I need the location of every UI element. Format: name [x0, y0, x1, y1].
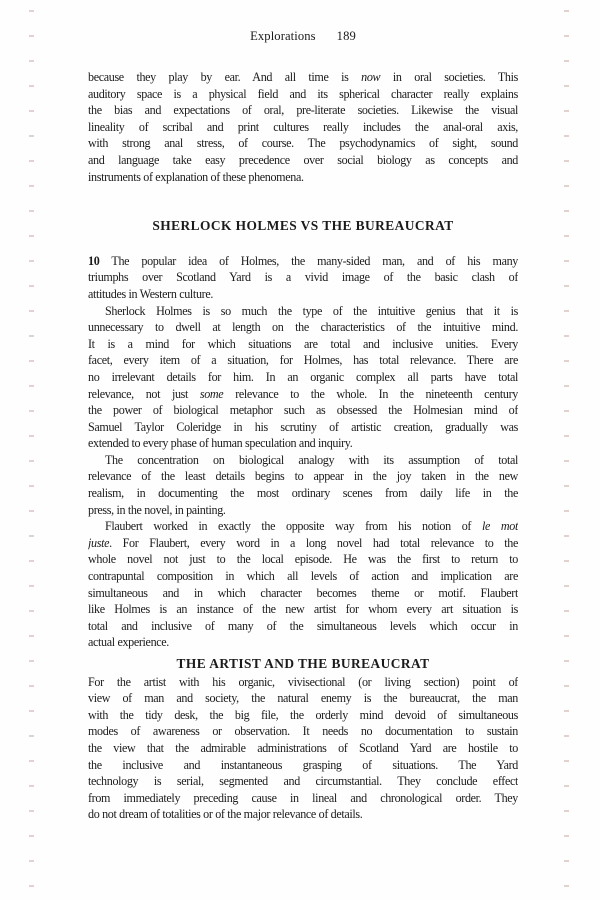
page-number: 189	[336, 29, 356, 43]
text-line: contrapuntal composition in which all levels of action and implication are	[88, 569, 518, 584]
text-line: total and inclusive of many of the simultaneous levels which occur in	[88, 618, 518, 633]
text-line: simultaneous and in which character becomes theme or motif. Flaubert	[88, 585, 518, 600]
text-line: the bias and expectations of oral, pre-literate societies. Likewise the visual	[88, 103, 518, 118]
text-line: 10 The popular idea of Holmes, the many-sided man, and of his many	[88, 253, 518, 268]
text-line: the power of biological metaphor such as obsessed the Holmesian mind of	[88, 403, 518, 418]
text-line: It is a mind for which situations are total and inclusive unities. Every	[88, 336, 518, 351]
text-line: relevance, not just some relevance to the whole. In the nineteenth century	[88, 386, 518, 401]
section-heading: THE ARTIST AND THE BUREAUCRAT	[176, 656, 430, 671]
text-line: extended to every phase of human speculation and inquiry.	[88, 436, 353, 451]
text-line: with strong anal stress, of course. The psychodynamics of sight, sound	[88, 136, 518, 151]
text-line: the view that the admirable administrations of Scotland Yard are hostile to	[88, 740, 518, 755]
text-line: Flaubert worked in exactly the opposite way from his notion of le mot	[105, 519, 518, 534]
journal-title: Explorations	[250, 29, 316, 43]
text-line: realism, in documenting the most ordinary scenes from daily life in the	[88, 486, 518, 501]
text-line: modes of awareness or observation. It needs no documentation to sustain	[88, 724, 518, 739]
text-line: and language take easy precedence over social biology as concepts and	[88, 152, 518, 167]
scan-artifact-right	[564, 10, 569, 892]
text-line: no irrelevant details for him. In an organic complex all parts have total	[88, 369, 518, 384]
text-line: attitudes in Western culture.	[88, 286, 214, 301]
section-heading: SHERLOCK HOLMES VS THE BUREAUCRAT	[152, 218, 454, 234]
running-header	[88, 28, 518, 44]
text-line: from immediately preceding cause in lineal and chronological order. They	[88, 790, 518, 805]
text-line: view of man and society, the natural enemy is the bureaucrat, the man	[88, 691, 518, 706]
text-line: For the artist with his organic, vivisectional (or living section) point of	[88, 674, 518, 689]
text-line: because they play by ear. And all time is now in oral societies. This	[88, 70, 518, 84]
text-line: auditory space is a physical field and its spherical character really explains	[88, 86, 518, 101]
text-line: lineality of scribal and print cultures really includes the anal-oral axis,	[88, 119, 518, 134]
text-line: Samuel Taylor Coleridge in his scrutiny of artistic creation, gradually was	[88, 419, 518, 434]
text-column	[88, 28, 518, 823]
text-line: juste. For Flaubert, every word in a long novel had total relevance to the	[88, 535, 518, 550]
text-line: do not dream of totalities or of the major relevance of details.	[88, 807, 363, 822]
text-line: instruments of explanation of these phenomena.	[88, 169, 304, 184]
text-line: the inclusive and instantaneous grasping of situations. The Yard	[88, 757, 518, 772]
text-line: Sherlock Holmes is so much the type of the intuitive genius that it is	[105, 303, 518, 318]
scan-artifact-left	[29, 10, 34, 892]
text-line: whole novel not just to the local episode. He was the first to return to	[88, 552, 518, 567]
text-line: actual experience.	[88, 635, 169, 650]
text-line: with the tidy desk, the big file, the orderly mind devoid of simultaneous	[88, 707, 518, 722]
text-line: technology is serial, segmented and circumstantial. They conclude effect	[88, 774, 518, 789]
text-line: relevance of the least details begins to appear in the joy taken in the new	[88, 469, 518, 484]
page-body	[88, 69, 518, 823]
text-line: The concentration on biological analogy with its assumption of total	[105, 452, 518, 467]
text-line: press, in the novel, in painting.	[88, 502, 226, 517]
text-line: triumphs over Scotland Yard is a vivid image of the basic clash of	[88, 270, 518, 285]
text-line: facet, every item of a situation, for Holmes, has total relevance. There are	[88, 353, 518, 368]
text-line: like Holmes is an instance of the new artist for whom every art situation is	[88, 602, 518, 617]
text-line: unnecessary to dwell at length on the characteristics of the intuitive mind.	[88, 320, 518, 335]
